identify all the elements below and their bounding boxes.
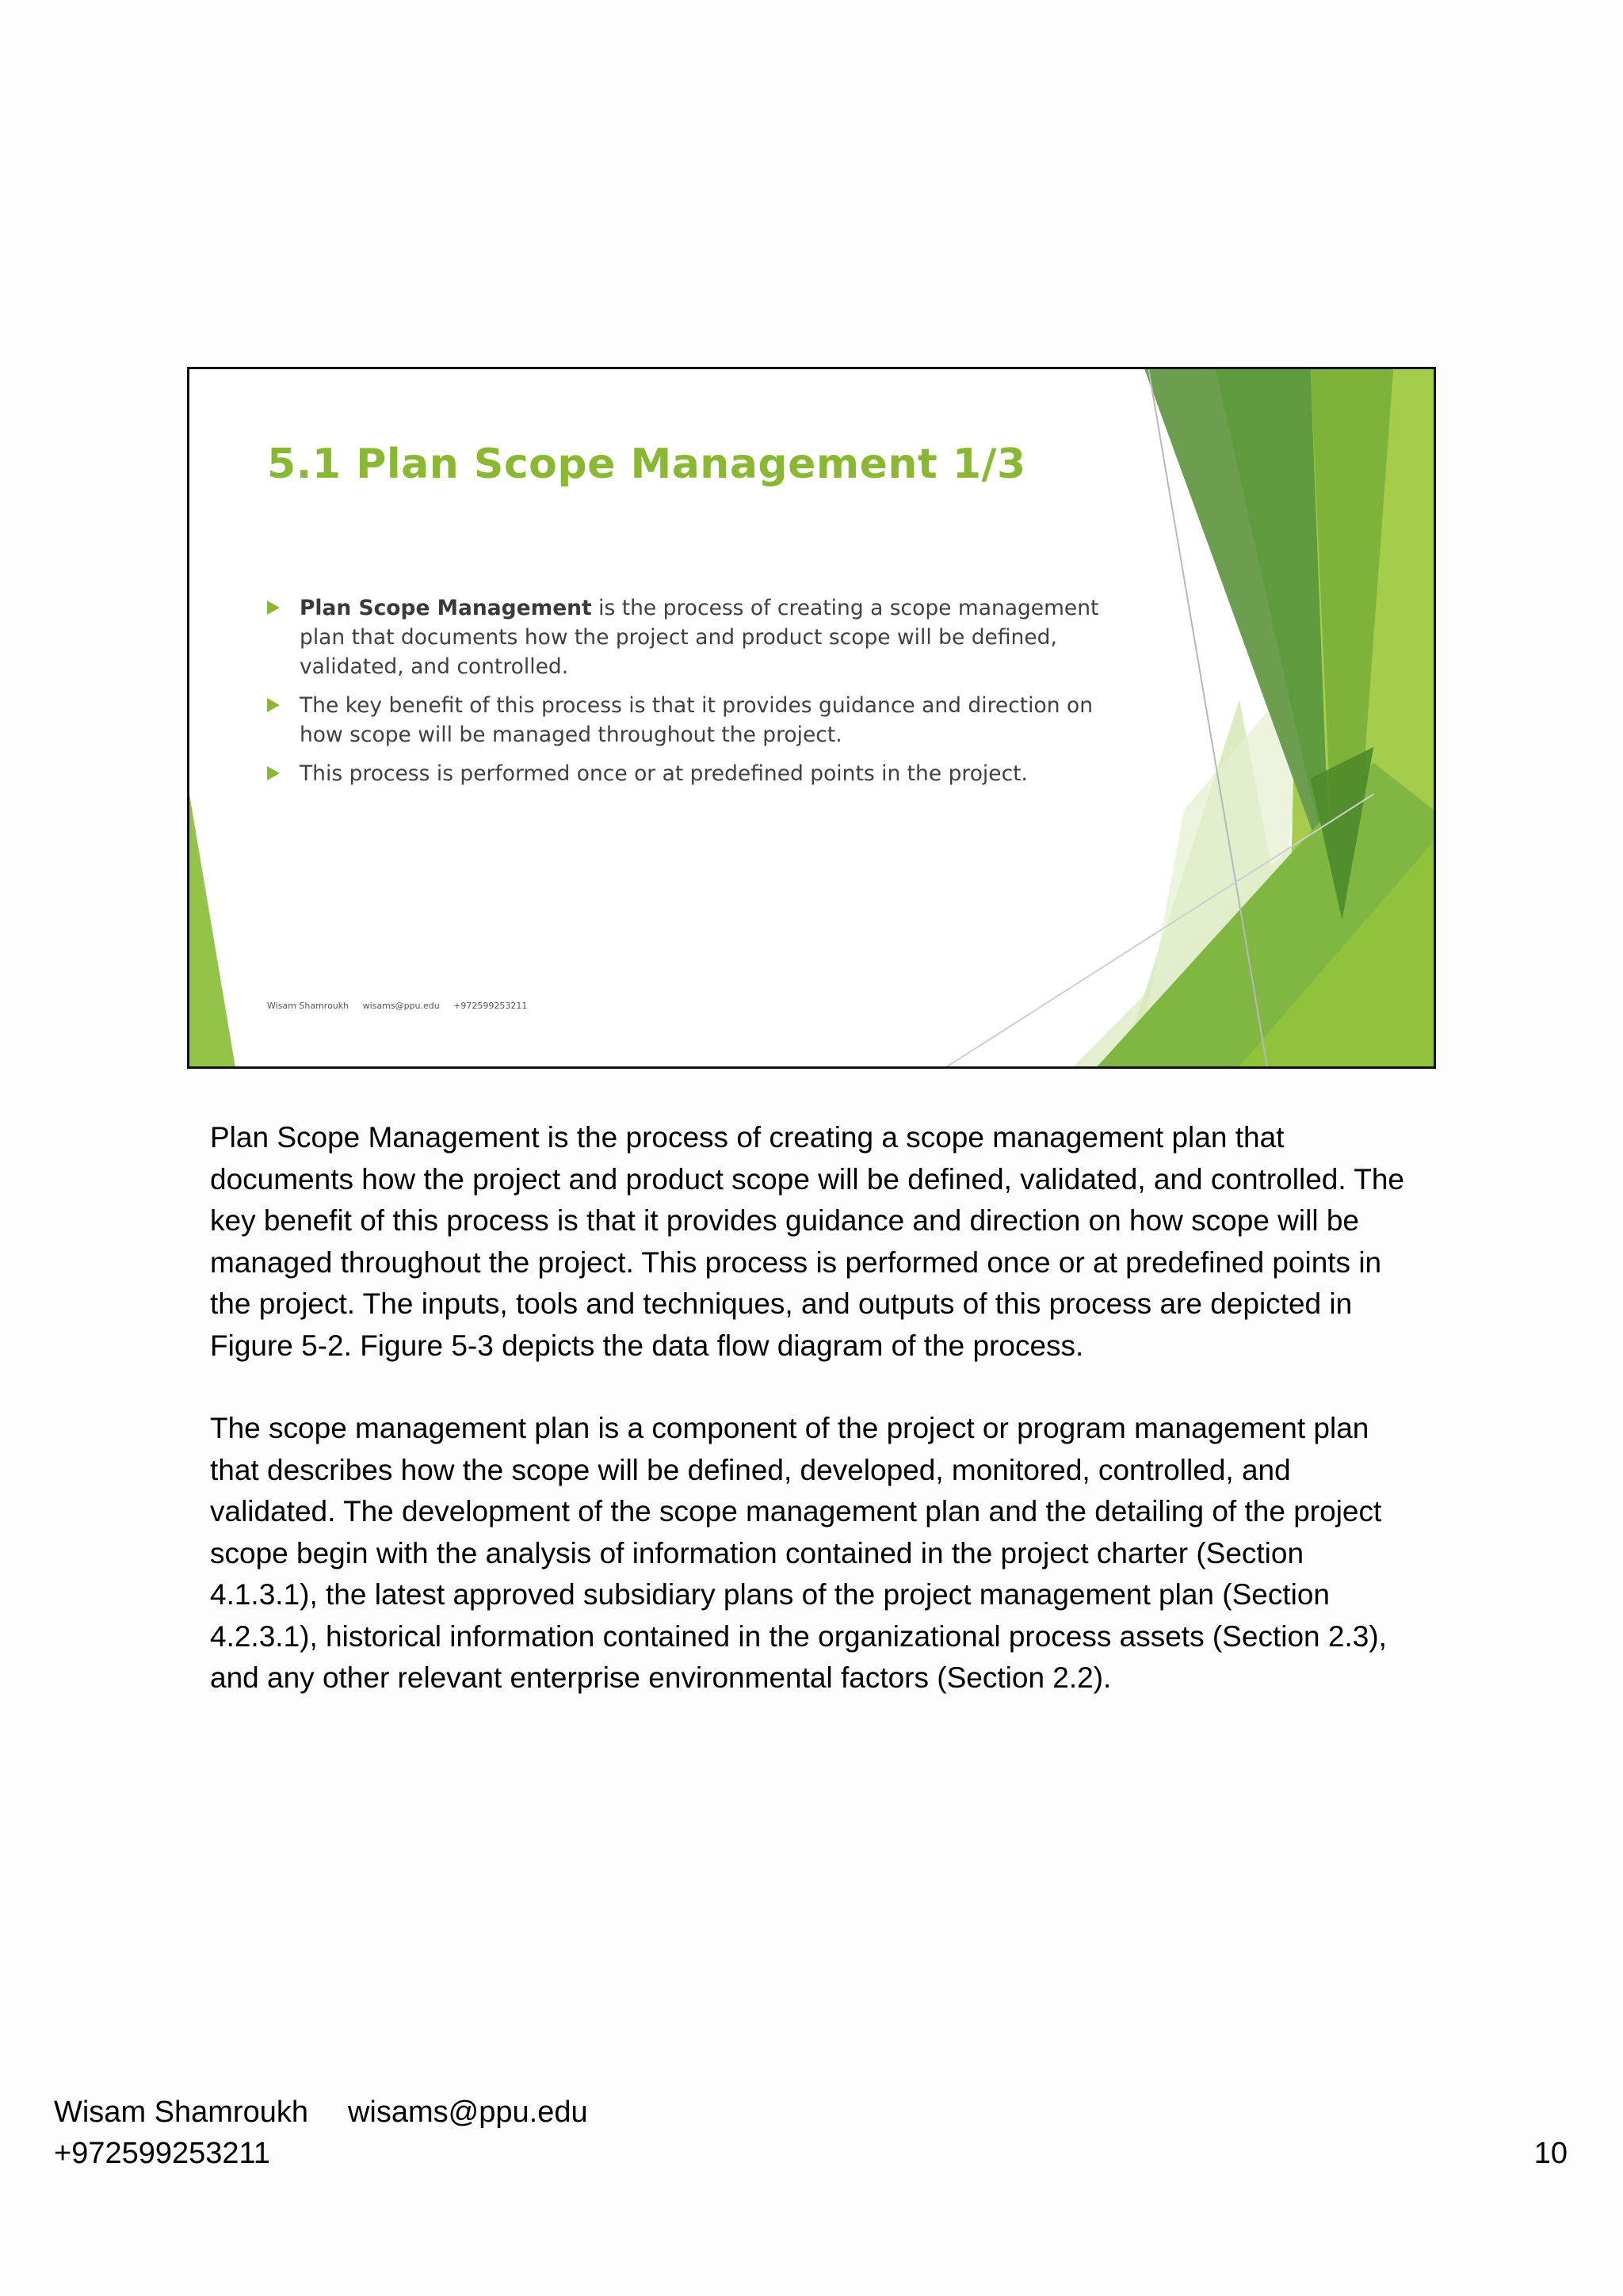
- notes-paragraph-1: Plan Scope Management is the process of creating a scope management plan that documents how the project and product scope will be defined, validated, and controlled. The key benefit of this process is that it provides guidance and direction on how scope will be managed throughout the project. This process is performed once or at predefined points in the project. The inputs, tools and techniques, and outputs of this process are depicted in Figure 5-2. Figure 5-3 depicts the data flow diagram of the process.: [210, 1121, 1404, 1362]
- slide-title: 5.1 Plan Scope Management 1/3: [267, 441, 1026, 488]
- slide-bullet-3: [265, 759, 1137, 788]
- footer-email: wisams@ppu.edu: [347, 2096, 588, 2129]
- slide-bullet-1: [265, 593, 1137, 681]
- slide-thumbnail: [187, 367, 1436, 1069]
- page-number: 10: [1533, 2137, 1568, 2170]
- footer-author-name: Wisam Shamroukh: [54, 2096, 308, 2129]
- bullet-text: This process is performed once or at predefined points in the project.: [300, 761, 1028, 786]
- bullet-text: The key benefit of this process is that it provides guidance and direction on how scope will be managed throughout the project.: [300, 693, 1093, 747]
- bullet-bold-term: Plan Scope Management: [300, 596, 592, 620]
- slide-bullet-2: [265, 691, 1137, 749]
- bullet-text: is the process of creating a scope management plan that documents how the project and product scope will be defined, validated, and controlled.: [300, 596, 1099, 679]
- bullet-arrow-icon: [267, 698, 280, 712]
- notes-paragraph-2: The scope management plan is a component of the project or program management plan that describes how the scope will be defined, developed, monitored, controlled, and validated. The development of the scope management plan and the detailing of the project scope begin with the analysis of information contained in the project charter (Section 4.1.3.1), the latest approved subsidiary plans of the project management plan (Section 4.2.3.1), historical information contained in the organizational process assets (Section 2.3), and any other relevant enterprise environmental factors (Section 2.2).: [210, 1412, 1387, 1694]
- footer-phone: +972599253211: [54, 2137, 270, 2170]
- bullet-arrow-icon: [267, 766, 280, 780]
- slide-bullet-list: [265, 593, 1137, 798]
- notes-text: [210, 1117, 1415, 1741]
- bullet-arrow-icon: [267, 601, 280, 615]
- page-footer: [54, 2092, 588, 2174]
- slide-footer: Wisam Shamroukh wisams@ppu.edu +972599253211: [267, 1001, 528, 1011]
